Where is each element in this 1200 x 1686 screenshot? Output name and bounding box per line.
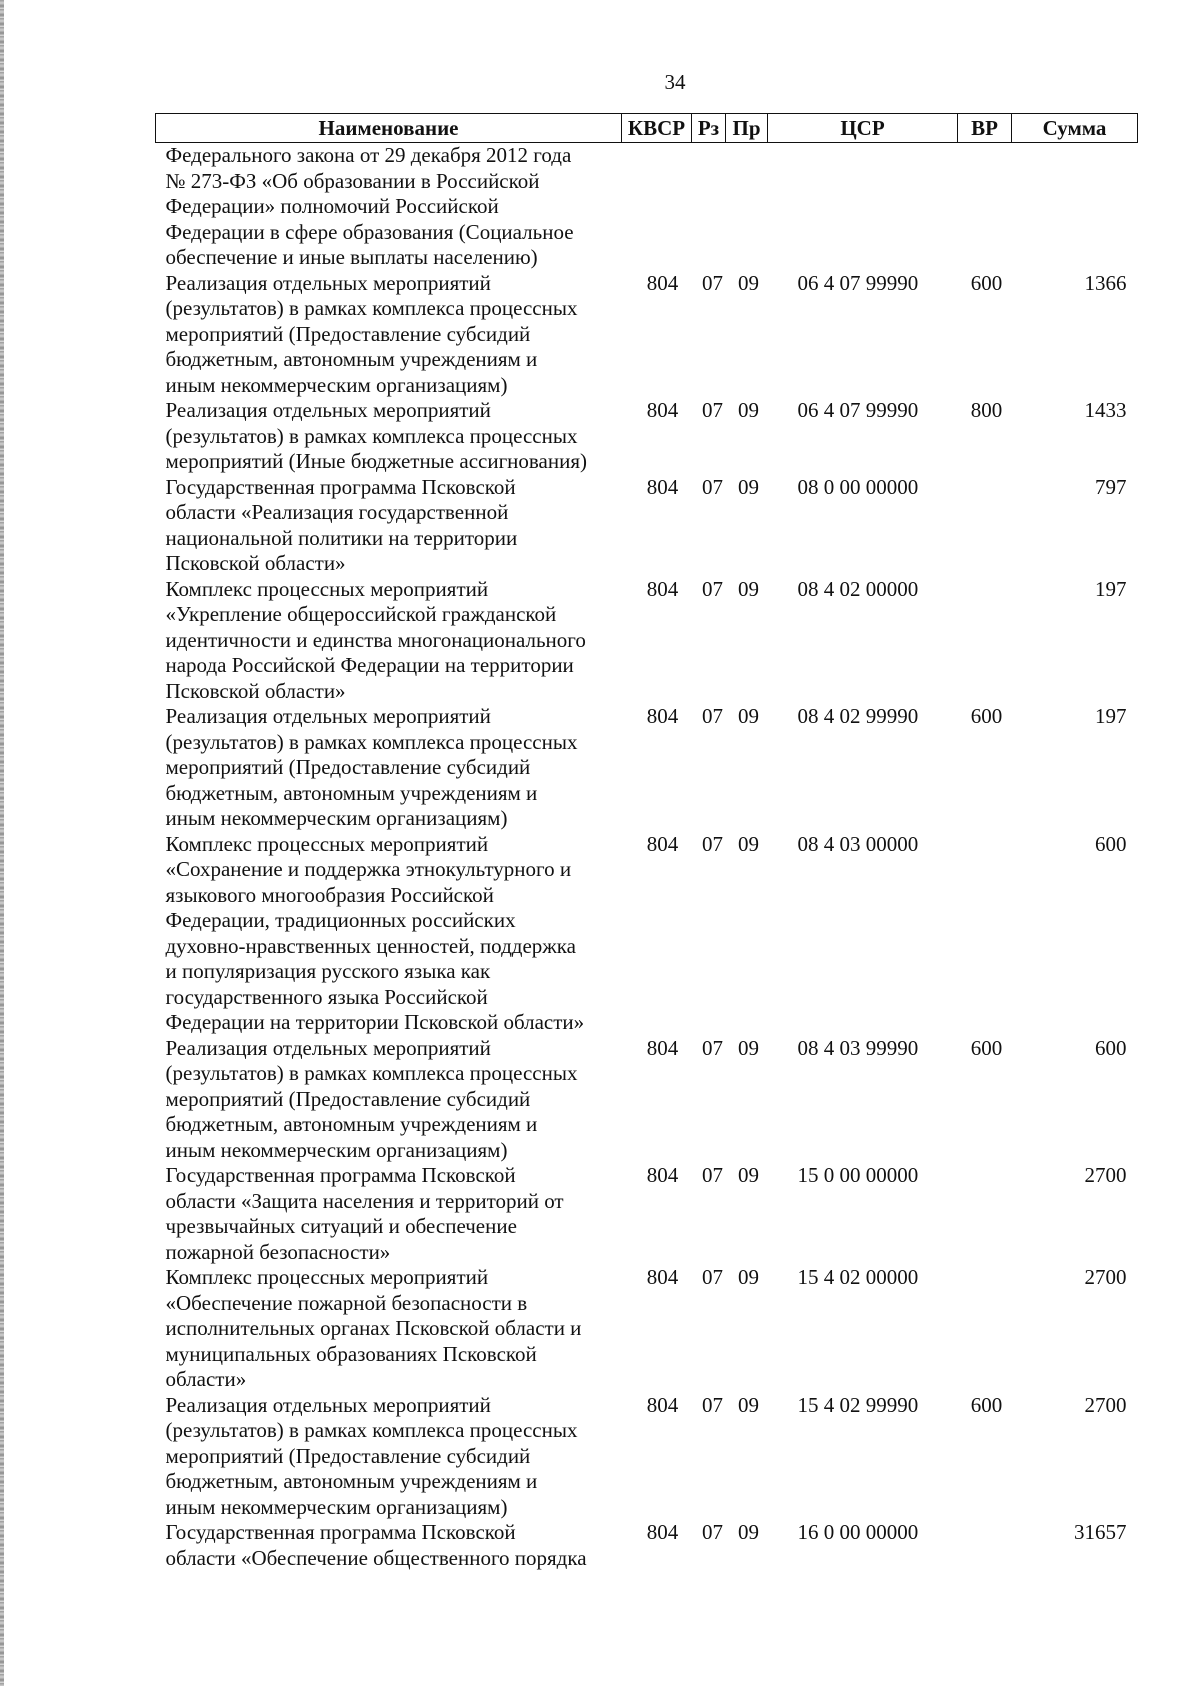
cell-vr (958, 1265, 1012, 1393)
cell-rz: 07 (702, 1265, 723, 1289)
cell-sum: 197 (1095, 576, 1127, 601)
name-line: мероприятий (Иные бюджетные ассигнования) (165, 449, 588, 473)
name-line: иным некоммерческим организациям) (165, 1137, 508, 1162)
name-line: мероприятий (Предоставление субсидий (165, 755, 531, 779)
cell-vr (958, 577, 1012, 705)
column-header-pr: Пр (726, 114, 768, 143)
cell-csr: 08 0 00 00000 (797, 474, 919, 499)
name-line: мероприятий (Предоставление субсидий (165, 1086, 531, 1111)
cell-rz: 07 (702, 704, 723, 728)
name-line: (результатов) в рамках комплекса процессных (165, 423, 578, 448)
cell-csr: 15 4 02 99990 (797, 1392, 919, 1417)
name-line: Федерации в сфере образования (Социальное (165, 219, 574, 244)
table-row (156, 704, 1138, 832)
column-header-rz: Рз (692, 114, 726, 143)
cell-kvsr: 804 (646, 1392, 679, 1417)
name-line: чрезвычайных ситуаций и обеспечение (165, 1214, 517, 1238)
name-line: Федерации» полномочий Российской (165, 194, 499, 218)
name-line: Комплекс процессных мероприятий (165, 576, 489, 601)
cell-pr: 09 (738, 831, 759, 856)
cell-kvsr (622, 143, 692, 271)
cell-name (156, 1393, 622, 1521)
table-header (156, 114, 1138, 143)
cell-csr: 06 4 07 99990 (797, 398, 919, 422)
cell-pr: 09 (738, 270, 759, 295)
table-row (156, 577, 1138, 705)
scan-edge-decoration (0, 0, 4, 1686)
name-line: Реализация отдельных мероприятий (165, 1392, 491, 1417)
cell-sum: 2700 (1084, 1392, 1127, 1417)
cell-csr: 15 4 02 00000 (797, 1265, 919, 1289)
cell-vr: 600 (970, 1035, 1003, 1060)
cell-rz: 07 (702, 1163, 723, 1187)
cell-kvsr: 804 (646, 576, 679, 601)
cell-kvsr: 804 (646, 704, 679, 728)
name-line: пожарной безопасности» (165, 1239, 391, 1264)
column-header-sum: Сумма (1012, 114, 1138, 143)
cell-vr (958, 475, 1012, 577)
name-line: обеспечение и иные выплаты населению) (165, 245, 538, 269)
name-line: Федерального закона от 29 декабря 2012 года (165, 143, 572, 167)
cell-rz: 07 (702, 831, 723, 856)
name-line: Реализация отдельных мероприятий (165, 398, 491, 422)
cell-name (156, 704, 622, 832)
cell-pr: 09 (738, 1035, 759, 1060)
cell-csr: 08 4 02 99990 (797, 704, 919, 728)
name-line: (результатов) в рамках комплекса процессных (165, 1061, 578, 1085)
cell-pr (726, 143, 768, 271)
cell-vr (958, 832, 1012, 1036)
name-line: национальной политики на территории (165, 525, 518, 550)
column-header-name: Наименование (156, 114, 622, 143)
cell-csr: 08 4 03 00000 (797, 831, 919, 856)
cell-sum (1012, 143, 1138, 271)
cell-sum: 31657 (1074, 1520, 1127, 1544)
cell-csr (768, 143, 958, 271)
cell-sum: 2700 (1084, 1163, 1127, 1187)
column-header-vr: ВР (958, 114, 1012, 143)
cell-kvsr: 804 (646, 1265, 679, 1289)
name-line: бюджетным, автономным учреждениям и (165, 1112, 538, 1136)
table-row (156, 1163, 1138, 1265)
table-row (156, 1265, 1138, 1393)
cell-rz: 07 (702, 398, 723, 422)
cell-rz: 07 (702, 1392, 723, 1417)
name-line: «Сохранение и поддержка этнокультурного и (165, 857, 572, 881)
name-line: «Обеспечение пожарной безопасности в (165, 1290, 528, 1315)
cell-sum: 600 (1095, 1035, 1127, 1060)
name-line: Комплекс процессных мероприятий (165, 831, 489, 856)
cell-sum: 2700 (1084, 1265, 1127, 1289)
name-line: Реализация отдельных мероприятий (165, 270, 491, 295)
name-line: Псковской области» (165, 551, 346, 575)
cell-name (156, 1163, 622, 1265)
table-row (156, 143, 1138, 271)
name-line: иным некоммерческим организациям) (165, 806, 508, 830)
cell-pr: 09 (738, 398, 759, 422)
name-line: бюджетным, автономным учреждениям и (165, 1469, 538, 1493)
name-line: Комплекс процессных мероприятий (165, 1265, 489, 1289)
table-row (156, 1036, 1138, 1164)
name-line: (результатов) в рамках комплекса процессных (165, 296, 578, 320)
name-line: бюджетным, автономным учреждениям и (165, 347, 538, 371)
name-line: области» (165, 1367, 247, 1391)
cell-pr: 09 (738, 1520, 759, 1544)
table-row (156, 271, 1138, 399)
name-line: Реализация отдельных мероприятий (165, 1035, 491, 1060)
cell-kvsr: 804 (646, 474, 679, 499)
name-line: иным некоммерческим организациям) (165, 372, 508, 397)
cell-kvsr: 804 (646, 1163, 679, 1187)
cell-pr: 09 (738, 1392, 759, 1417)
cell-name (156, 1036, 622, 1164)
name-line: языкового многообразия Российской (165, 882, 494, 907)
cell-name (156, 475, 622, 577)
name-line: муниципальных образованиях Псковской (165, 1341, 537, 1366)
cell-pr: 09 (738, 474, 759, 499)
name-line: (результатов) в рамках комплекса процессных (165, 1418, 578, 1442)
cell-name (156, 1520, 622, 1571)
cell-pr: 09 (738, 704, 759, 728)
name-line: бюджетным, автономным учреждениям и (165, 780, 538, 805)
name-line: и популяризация русского языка как (165, 959, 491, 983)
cell-name (156, 1265, 622, 1393)
cell-rz: 07 (702, 1520, 723, 1544)
cell-name (156, 832, 622, 1036)
name-line: исполнительных органах Псковской области и (165, 1316, 582, 1340)
cell-vr: 600 (970, 704, 1003, 728)
cell-vr (958, 143, 1012, 271)
budget-table (155, 113, 1138, 1571)
name-line: области «Защита населения и территорий от (165, 1188, 564, 1213)
cell-sum: 600 (1095, 831, 1127, 856)
cell-rz: 07 (702, 576, 723, 601)
cell-name (156, 271, 622, 399)
cell-name (156, 143, 622, 271)
name-line: № 273-ФЗ «Об образовании в Российской (165, 168, 540, 193)
cell-rz: 07 (702, 270, 723, 295)
cell-csr: 06 4 07 99990 (797, 270, 919, 295)
cell-sum: 197 (1095, 704, 1127, 728)
table-row (156, 475, 1138, 577)
cell-kvsr: 804 (646, 270, 679, 295)
cell-kvsr: 804 (646, 1520, 679, 1544)
cell-pr: 09 (738, 1265, 759, 1289)
name-line: области «Реализация государственной (165, 500, 509, 524)
name-line: народа Российской Федерации на территории (165, 653, 574, 677)
cell-csr: 08 4 02 00000 (797, 576, 919, 601)
cell-csr: 08 4 03 99990 (797, 1035, 919, 1060)
column-header-kvsr: КВСР (622, 114, 692, 143)
cell-vr (958, 1520, 1012, 1571)
cell-pr: 09 (738, 1163, 759, 1187)
name-line: Государственная программа Псковской (165, 1163, 516, 1187)
cell-csr: 15 0 00 00000 (797, 1163, 919, 1187)
table-row (156, 398, 1138, 475)
name-line: Федерации, традиционных российских (165, 908, 516, 932)
cell-sum: 1433 (1084, 398, 1127, 422)
cell-kvsr: 804 (646, 1035, 679, 1060)
cell-csr: 16 0 00 00000 (797, 1520, 919, 1544)
cell-vr: 600 (970, 270, 1003, 295)
cell-rz (692, 143, 726, 271)
cell-vr (958, 1163, 1012, 1265)
name-line: Реализация отдельных мероприятий (165, 704, 491, 728)
table-row (156, 832, 1138, 1036)
page-number: 34 (664, 70, 686, 94)
name-line: Государственная программа Псковской (165, 474, 516, 499)
table-row (156, 1520, 1138, 1571)
name-line: идентичности и единства многонационального (165, 627, 586, 652)
name-line: области «Обеспечение общественного порядка (165, 1545, 587, 1570)
column-header-csr: ЦСР (768, 114, 958, 143)
table-row (156, 1393, 1138, 1521)
cell-sum: 1366 (1084, 270, 1127, 295)
cell-sum: 797 (1095, 474, 1127, 499)
cell-kvsr: 804 (646, 831, 679, 856)
name-line: (результатов) в рамках комплекса процессных (165, 729, 578, 754)
name-line: иным некоммерческим организациям) (165, 1494, 508, 1519)
cell-rz: 07 (702, 1035, 723, 1060)
name-line: Псковской области» (165, 678, 346, 703)
cell-vr: 600 (970, 1392, 1003, 1417)
name-line: Государственная программа Псковской (165, 1520, 516, 1544)
name-line: духовно-нравственных ценностей, поддержка (165, 933, 576, 958)
table-body (156, 143, 1138, 1572)
cell-vr: 800 (970, 398, 1003, 422)
cell-kvsr: 804 (646, 398, 679, 422)
name-line: государственного языка Российской (165, 984, 488, 1009)
name-line: «Укрепление общероссийской гражданской (165, 602, 557, 626)
name-line: мероприятий (Предоставление субсидий (165, 321, 531, 346)
cell-name (156, 577, 622, 705)
cell-rz: 07 (702, 474, 723, 499)
name-line: мероприятий (Предоставление субсидий (165, 1443, 531, 1468)
cell-name (156, 398, 622, 475)
cell-pr: 09 (738, 576, 759, 601)
name-line: Федерации на территории Псковской области» (165, 1010, 585, 1034)
